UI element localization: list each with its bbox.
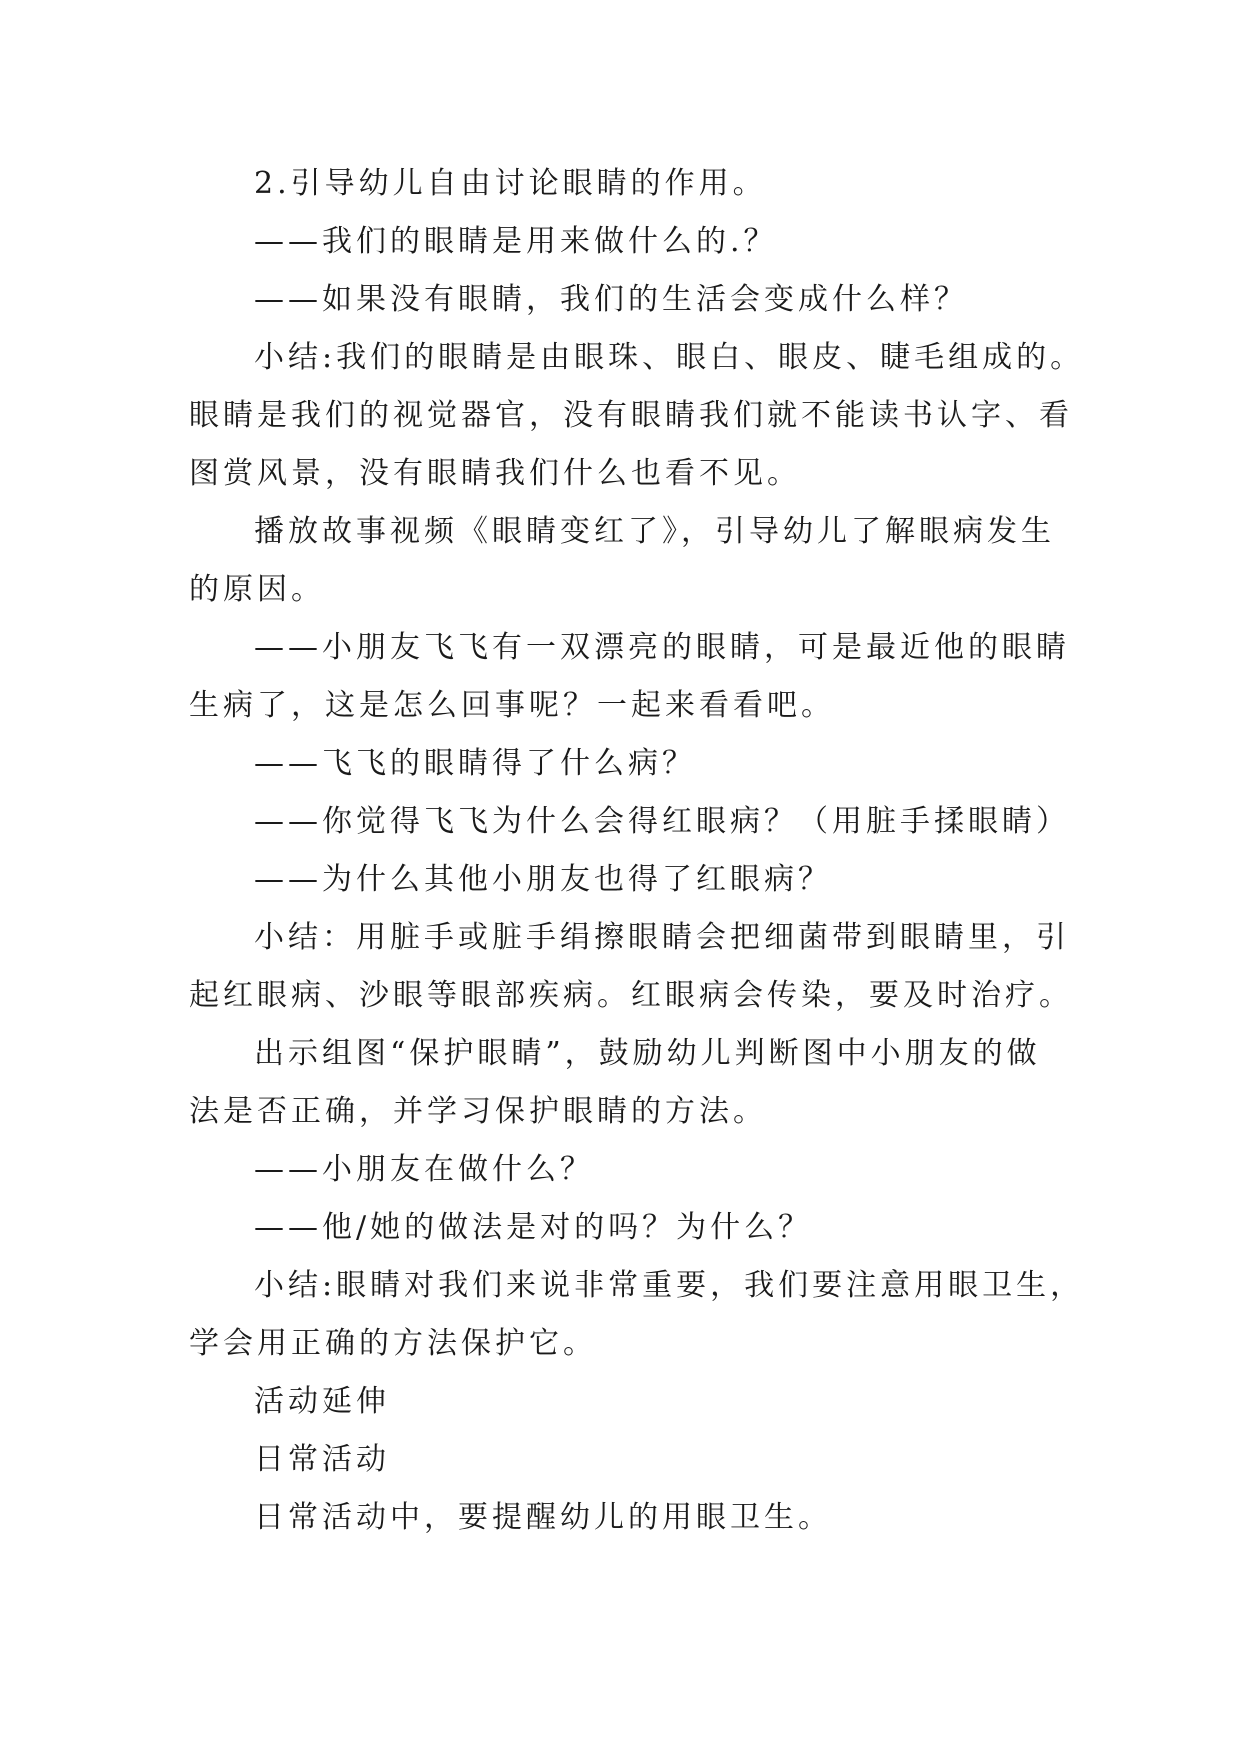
paragraph-line-20: 小结:眼睛对我们来说非常重要，我们要注意用眼卫生， xyxy=(254,1268,1085,1303)
paragraph-line-21: 学会用正确的方法保护它。 xyxy=(189,1326,597,1361)
section-heading-activity-extension: 活动延伸 xyxy=(254,1384,390,1419)
paragraph-line-1: 2.引导幼儿自由讨论眼睛的作用。 xyxy=(254,166,767,201)
paragraph-line-11: ——飞飞的眼睛得了什么病？ xyxy=(254,746,696,781)
paragraph-line-17: 法是否正确，并学习保护眼睛的方法。 xyxy=(189,1094,767,1129)
paragraph-line-15: 起红眼病、沙眼等眼部疾病。红眼病会传染，要及时治疗。 xyxy=(189,978,1073,1013)
paragraph-line-7: 播放故事视频《眼睛变红了》，引导幼儿了解眼病发生 xyxy=(254,514,1055,549)
paragraph-line-6: 图赏风景，没有眼睛我们什么也看不见。 xyxy=(189,456,801,491)
paragraph-line-18: ——小朋友在做什么？ xyxy=(254,1152,594,1187)
paragraph-line-2: ——我们的眼睛是用来做什么的.？ xyxy=(254,224,778,259)
paragraph-line-19: ——他/她的做法是对的吗？为什么？ xyxy=(254,1210,813,1245)
paragraph-line-12: ——你觉得飞飞为什么会得红眼病？（用脏手揉眼睛） xyxy=(254,804,1070,839)
paragraph-line-4: 小结:我们的眼睛是由眼珠、眼白、眼皮、睫毛组成的。 xyxy=(254,340,1085,375)
paragraph-line-8: 的原因。 xyxy=(189,572,325,607)
paragraph-line-3: ——如果没有眼睛，我们的生活会变成什么样？ xyxy=(254,282,968,317)
paragraph-line-5: 眼睛是我们的视觉器官，没有眼睛我们就不能读书认字、看 xyxy=(189,398,1073,433)
section-heading-daily-activity: 日常活动 xyxy=(254,1442,390,1477)
paragraph-line-14: 小结：用脏手或脏手绢擦眼睛会把细菌带到眼睛里，引 xyxy=(254,920,1070,955)
paragraph-line-9: ——小朋友飞飞有一双漂亮的眼睛，可是最近他的眼睛 xyxy=(254,630,1070,665)
paragraph-line-16: 出示组图“保护眼睛”，鼓励幼儿判断图中小朋友的做 xyxy=(254,1036,1041,1071)
paragraph-line-13: ——为什么其他小朋友也得了红眼病？ xyxy=(254,862,832,897)
paragraph-line-10: 生病了，这是怎么回事呢？一起来看看吧。 xyxy=(189,688,835,723)
paragraph-line-24: 日常活动中，要提醒幼儿的用眼卫生。 xyxy=(254,1500,832,1535)
